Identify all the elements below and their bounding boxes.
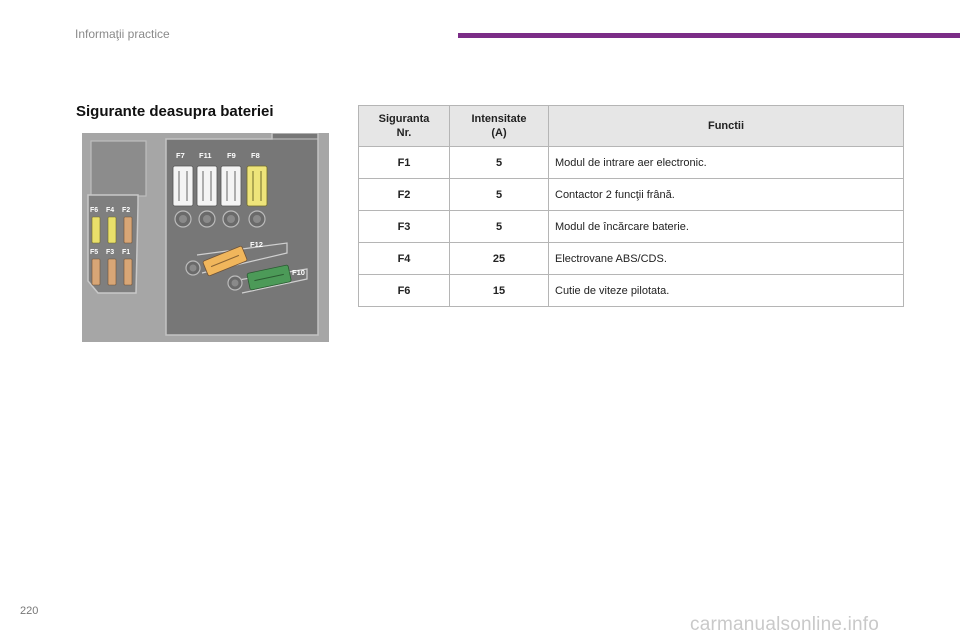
table-cell-function: Modul de încărcare baterie. bbox=[549, 211, 904, 243]
diagram-label-f12: F12 bbox=[250, 240, 263, 249]
diagram-label-f4: F4 bbox=[106, 207, 115, 214]
diagram-label-f6: F6 bbox=[90, 207, 99, 214]
diagram-label-f5: F5 bbox=[90, 249, 99, 256]
diagram-label-f8: F8 bbox=[251, 151, 260, 160]
table-header-amperage-line1: Intensitate bbox=[471, 113, 527, 125]
diagram-label-f7: F7 bbox=[176, 151, 185, 160]
header-accent-bar bbox=[458, 33, 960, 38]
table-header-function bbox=[549, 106, 904, 147]
table-cell-amperage: 25 bbox=[450, 243, 549, 275]
table-cell-amperage: 5 bbox=[450, 179, 549, 211]
page-number: 220 bbox=[20, 605, 39, 617]
table-header-fuse-line2: Nr. bbox=[396, 127, 412, 139]
table-header-amperage-line2: (A) bbox=[491, 127, 507, 139]
table-cell-function: Cutie de viteze pilotata. bbox=[549, 275, 904, 307]
table-cell-function: Electrovane ABS/CDS. bbox=[549, 243, 904, 275]
table-row bbox=[359, 243, 904, 275]
diagram-label-f10: F10 bbox=[292, 268, 305, 277]
table-cell-amperage: 15 bbox=[450, 275, 549, 307]
header-title: Informaţii practice bbox=[75, 27, 170, 41]
table-row bbox=[359, 147, 904, 179]
fuse-box-diagram bbox=[82, 133, 329, 342]
table-cell-function: Modul de intrare aer electronic. bbox=[549, 147, 904, 179]
section-title: Sigurante deasupra bateriei bbox=[76, 103, 274, 120]
table-cell-fuse: F6 bbox=[359, 275, 450, 307]
table-cell-amperage: 5 bbox=[450, 147, 549, 179]
table-cell-function: Contactor 2 funcţii frână. bbox=[549, 179, 904, 211]
table-cell-amperage: 5 bbox=[450, 211, 549, 243]
table-row bbox=[359, 275, 904, 307]
table-row bbox=[359, 179, 904, 211]
watermark: carmanualsonline.info bbox=[690, 614, 880, 635]
diagram-label-f9: F9 bbox=[227, 151, 236, 160]
diagram-label-f1: F1 bbox=[122, 249, 131, 256]
diagram-label-f3: F3 bbox=[106, 249, 115, 256]
table-header-row bbox=[359, 106, 904, 147]
table-header-amperage bbox=[450, 106, 549, 147]
table-cell-fuse: F3 bbox=[359, 211, 450, 243]
diagram-label-f11: F11 bbox=[199, 151, 212, 160]
table-cell-fuse: F2 bbox=[359, 179, 450, 211]
table-cell-fuse: F1 bbox=[359, 147, 450, 179]
table-row bbox=[359, 211, 904, 243]
table-header-fuse-line1: Siguranta bbox=[378, 113, 430, 125]
diagram-label-f2: F2 bbox=[122, 207, 131, 214]
table-header-fuse bbox=[359, 106, 450, 147]
fuse-table bbox=[358, 105, 904, 307]
table-header-function-line1: Functii bbox=[707, 120, 745, 132]
table-cell-fuse: F4 bbox=[359, 243, 450, 275]
